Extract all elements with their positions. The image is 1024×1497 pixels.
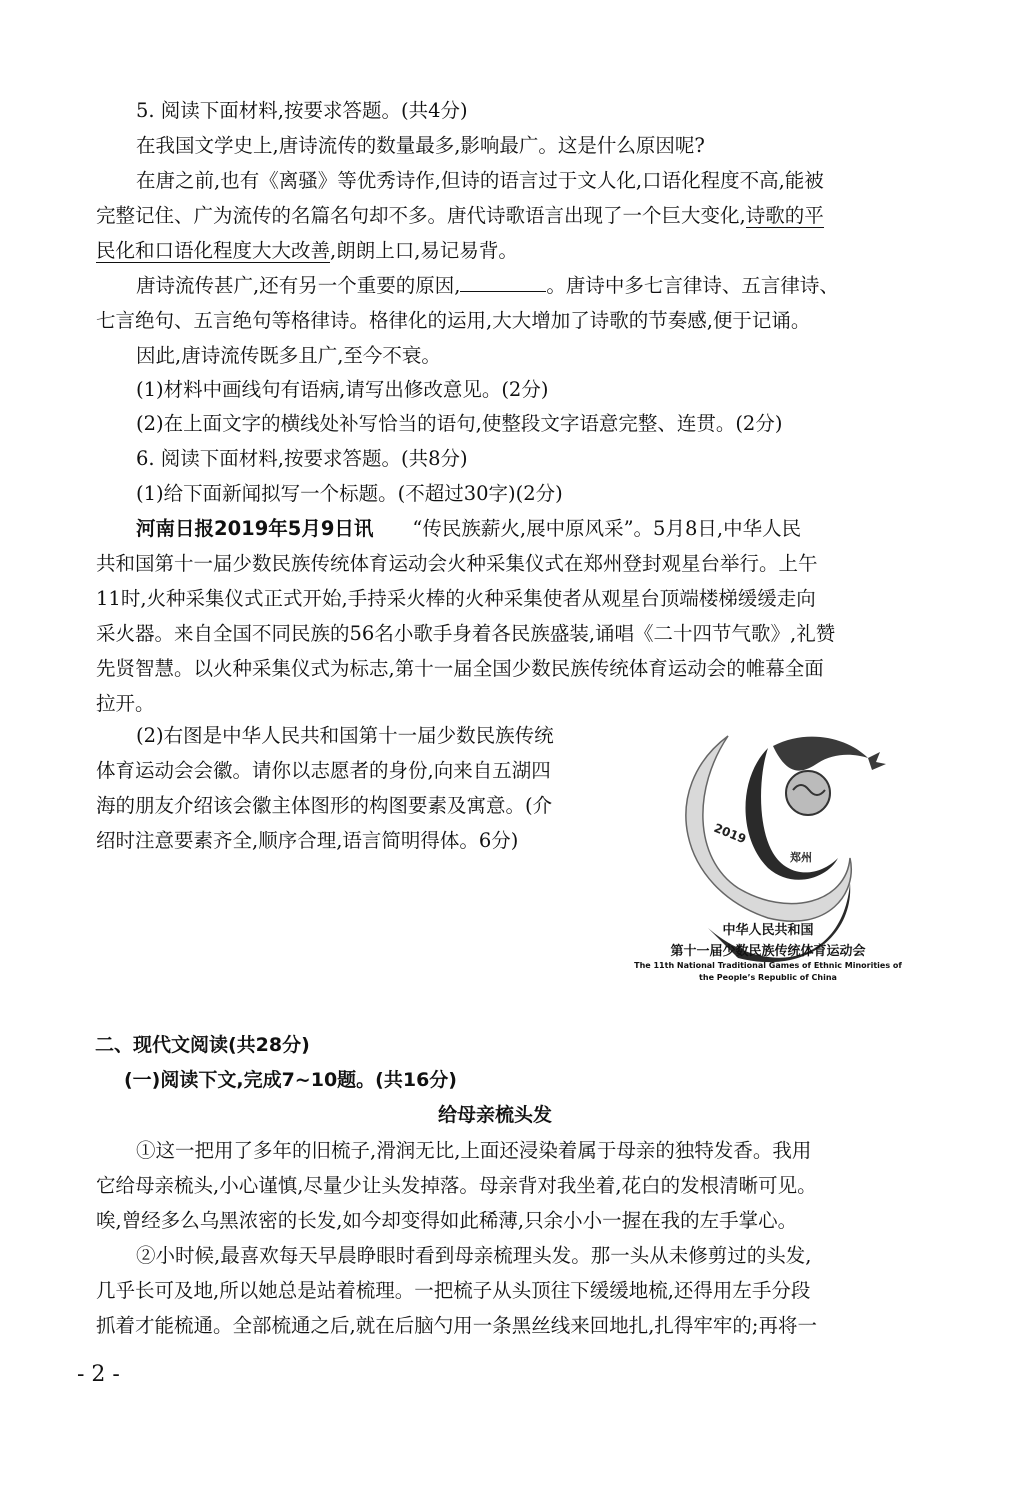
emblem-caption-en-1: The 11th National Traditional Games of Ethnic Minorities of <box>634 961 902 970</box>
emblem-caption-cn-2: 第十一届少数民族传统体育运动会 <box>670 944 866 959</box>
para-1-line-1: ①这一把用了多年的旧梳子,滑润无比,上面还浸染着属于母亲的独特发香。我用 <box>136 1139 812 1162</box>
q6-sub-2-line-3: 海的朋友介绍该会徽主体图形的构图要素及寓意。(介 <box>96 794 553 817</box>
q5-para-3-line-1-text-a: 唐诗流传甚广,还有另一个重要的原因, <box>136 274 461 297</box>
para-2-line-3: 抓着才能梳通。全部梳通之后,就在后脑勺用一条黑丝线来回地扎,扎得牢牢的;再将一 <box>96 1314 817 1337</box>
para-2-line-2: 几乎长可及地,所以她总是站着梳理。一把梳子从头顶往下缓缓地梳,还得用左手分段 <box>96 1279 811 1302</box>
fill-in-blank <box>460 273 546 292</box>
q5-para-1: 在我国文学史上,唐诗流传的数量最多,影响最广。这是什么原因呢? <box>136 134 705 157</box>
page-number: - 2 - <box>77 1362 120 1387</box>
q5-para-2-line-2-text: 完整记住、广为流传的名篇名句却不多。唐代诗歌语言出现了一个巨大变化, <box>96 204 746 227</box>
para-1-line-3: 唉,曾经多么乌黑浓密的长发,如今却变得如此稀薄,只余小小一握在我的左手掌心。 <box>96 1209 798 1232</box>
q5-para-4: 因此,唐诗流传既多且广,至今不衰。 <box>136 344 441 367</box>
news-line-2: 共和国第十一届少数民族传统体育运动会火种采集仪式在郑州登封观星台举行。上午 <box>96 552 818 575</box>
news-line-5: 先贤智慧。以火种采集仪式为标志,第十一届全国少数民族传统体育运动会的帷幕全面 <box>96 657 824 680</box>
emblem-year: 2019 <box>711 820 749 847</box>
q5-para-3-line-1-text-b: 。唐诗中多七言律诗、五言律诗、 <box>546 274 839 297</box>
emblem-caption-en-2: the People’s Republic of China <box>699 973 837 982</box>
q5-para-3-line-2: 七言绝句、五言绝句等格律诗。格律化的运用,大大增加了诗歌的节奏感,便于记诵。 <box>96 309 811 332</box>
q5-sub-1: (1)材料中画线句有语病,请写出修改意见。(2分) <box>136 378 549 401</box>
para-2-line-1: ②小时候,最喜欢每天早晨睁眼时看到母亲梳理头发。那一头从未修剪过的头发, <box>136 1244 812 1267</box>
q5-para-2-line-2 <box>96 202 824 229</box>
para-1-line-2: 它给母亲梳头,小心谨慎,尽量少让头发掉落。母亲背对我坐着,花白的发根清晰可见。 <box>96 1174 817 1197</box>
news-line-1 <box>136 515 801 542</box>
q6-sub-2-line-2: 体育运动会会徽。请你以志愿者的身份,向来自五湖四 <box>96 759 551 782</box>
underlined-sentence-part-1: 诗歌的平 <box>745 204 824 227</box>
essay-title: 给母亲梳头发 <box>438 1104 553 1126</box>
news-line-1-text: “传民族薪火,展中原风采”。5月8日,中华人民 <box>373 517 802 540</box>
q5-para-2-line-1: 在唐之前,也有《离骚》等优秀诗作,但诗的语言过于文人化,口语化程度不高,能被 <box>136 169 824 192</box>
q5-para-2-line-3 <box>96 237 518 264</box>
q6-sub-2-line-1: (2)右图是中华人民共和国第十一届少数民族传统 <box>136 724 554 747</box>
emblem-city: 郑州 <box>790 851 812 864</box>
q6-sub-1: (1)给下面新闻拟写一个标题。(不超过30字)(2分) <box>136 482 563 505</box>
emblem-caption-cn-1: 中华人民共和国 <box>722 923 814 938</box>
news-line-6: 拉开。 <box>96 692 155 715</box>
news-source: 河南日报2019年5月9日讯 <box>136 517 374 540</box>
q5-sub-2: (2)在上面文字的横线处补写恰当的语句,使整段文字语意完整、连贯。(2分) <box>136 412 783 435</box>
news-line-3: 11时,火种采集仪式正式开始,手持采火棒的火种采集使者从观星台顶端楼梯缓缓走向 <box>96 587 816 610</box>
underlined-sentence-part-2: 民化和口语化程度大大改善 <box>96 239 331 262</box>
part-heading: (一)阅读下文,完成7~10题。(共16分) <box>124 1069 457 1091</box>
news-line-4: 采火器。来自全国不同民族的56名小歌手身着各民族盛装,诵唱《二十四节气歌》,礼赞 <box>96 622 836 645</box>
q5-para-2-line-3-text: ,朗朗上口,易记易背。 <box>330 239 518 262</box>
q6-title: 6. 阅读下面材料,按要求答题。(共8分) <box>136 447 468 470</box>
q5-title: 5. 阅读下面材料,按要求答题。(共4分) <box>136 99 468 122</box>
q6-sub-2-line-4: 绍时注意要素齐全,顺序合理,语言简明得体。6分) <box>96 829 519 852</box>
section-heading: 二、现代文阅读(共28分) <box>95 1034 310 1056</box>
q5-para-3-line-1 <box>136 272 839 299</box>
